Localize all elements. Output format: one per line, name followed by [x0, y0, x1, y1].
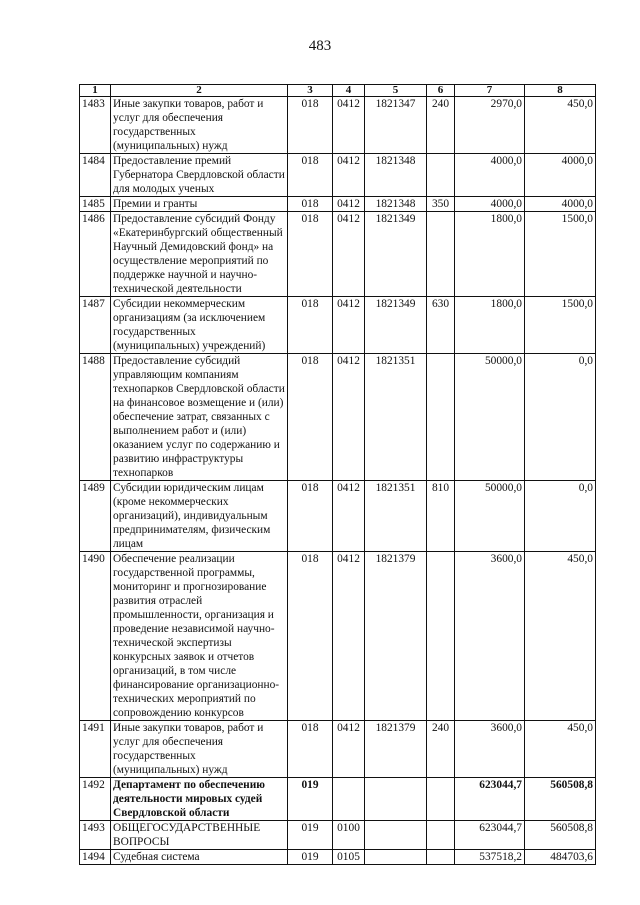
table-row	[80, 721, 596, 778]
row-code-4: 0105	[333, 850, 365, 865]
row-amount-7: 623044,7	[455, 778, 525, 821]
table-row	[80, 850, 596, 865]
row-name: Судебная система	[111, 850, 288, 865]
row-number: 1487	[80, 297, 111, 354]
row-code-6: 810	[427, 481, 455, 552]
column-header: 7	[455, 85, 525, 97]
row-code-5	[365, 821, 427, 850]
table-row	[80, 297, 596, 354]
row-name: Иные закупки товаров, работ и услуг для обеспечения государственных (муниципальных) нужд	[111, 97, 288, 154]
table-row	[80, 154, 596, 197]
table-row	[80, 552, 596, 721]
table-row-department	[80, 778, 596, 821]
column-header: 5	[365, 85, 427, 97]
row-code-4: 0412	[333, 552, 365, 721]
row-code-3: 018	[288, 552, 333, 721]
row-amount-8: 484703,6	[525, 850, 596, 865]
row-code-3: 018	[288, 212, 333, 297]
row-amount-7: 1800,0	[455, 212, 525, 297]
row-code-5: 1821349	[365, 212, 427, 297]
column-header: 3	[288, 85, 333, 97]
row-number: 1483	[80, 97, 111, 154]
row-amount-8: 4000,0	[525, 197, 596, 212]
column-header: 6	[427, 85, 455, 97]
row-code-3: 018	[288, 97, 333, 154]
budget-table	[79, 84, 596, 865]
row-amount-8: 560508,8	[525, 821, 596, 850]
row-amount-8: 0,0	[525, 481, 596, 552]
page-number: 483	[308, 38, 332, 54]
row-number: 1492	[80, 778, 111, 821]
row-code-3: 019	[288, 778, 333, 821]
row-code-6	[427, 821, 455, 850]
row-code-4: 0412	[333, 721, 365, 778]
row-amount-8: 450,0	[525, 97, 596, 154]
row-amount-8: 450,0	[525, 552, 596, 721]
table-row	[80, 212, 596, 297]
table-row	[80, 481, 596, 552]
row-code-4: 0412	[333, 212, 365, 297]
row-number: 1486	[80, 212, 111, 297]
row-name: Премии и гранты	[111, 197, 288, 212]
column-header: 2	[111, 85, 288, 97]
row-code-5: 1821351	[365, 354, 427, 481]
row-code-5: 1821349	[365, 297, 427, 354]
table-row	[80, 821, 596, 850]
row-amount-8: 560508,8	[525, 778, 596, 821]
row-number: 1484	[80, 154, 111, 197]
row-code-5	[365, 778, 427, 821]
row-name: Иные закупки товаров, работ и услуг для обеспечения государственных (муниципальных) нужд	[111, 721, 288, 778]
table-row	[80, 197, 596, 212]
row-amount-8: 450,0	[525, 721, 596, 778]
row-number: 1489	[80, 481, 111, 552]
row-code-3: 018	[288, 721, 333, 778]
row-code-6	[427, 850, 455, 865]
column-header: 8	[525, 85, 596, 97]
row-code-3: 018	[288, 297, 333, 354]
row-code-4: 0412	[333, 97, 365, 154]
row-number: 1490	[80, 552, 111, 721]
row-name: Субсидии некоммерческим организациям (за исключением государственных (муниципальных) учреждений)	[111, 297, 288, 354]
row-code-5: 1821351	[365, 481, 427, 552]
row-code-3: 018	[288, 197, 333, 212]
row-number: 1488	[80, 354, 111, 481]
row-code-4: 0412	[333, 354, 365, 481]
table-header-row	[80, 85, 596, 97]
row-amount-8: 0,0	[525, 354, 596, 481]
row-amount-8: 4000,0	[525, 154, 596, 197]
row-number: 1491	[80, 721, 111, 778]
table-row	[80, 97, 596, 154]
row-amount-7: 623044,7	[455, 821, 525, 850]
row-amount-8: 1500,0	[525, 212, 596, 297]
row-code-6	[427, 354, 455, 481]
row-code-6	[427, 154, 455, 197]
row-name: Департамент по обеспечению деятельности мировых судей Свердловской области	[111, 778, 288, 821]
row-amount-7: 1800,0	[455, 297, 525, 354]
row-name: Предоставление субсидий управляющим компаниям технопарков Свердловской области на финансовое возмещение и (или) обеспечение затрат, связанных с выполнением работ и (или) оказанием услуг по содержанию и развитию инфраструктуры технопарков	[111, 354, 288, 481]
row-code-5: 1821379	[365, 721, 427, 778]
row-number: 1485	[80, 197, 111, 212]
row-name: Предоставление субсидий Фонду «Екатеринбургский общественный Научный Демидовский фонд» на осуществление мероприятий по поддержке научной и научно-технической деятельности	[111, 212, 288, 297]
row-name: Субсидии юридическим лицам (кроме некоммерческих организаций), индивидуальным предпринимателям, физическим лицам	[111, 481, 288, 552]
row-amount-7: 537518,2	[455, 850, 525, 865]
row-code-5: 1821348	[365, 197, 427, 212]
row-code-6	[427, 778, 455, 821]
row-code-5	[365, 850, 427, 865]
column-header: 1	[80, 85, 111, 97]
row-amount-7: 3600,0	[455, 552, 525, 721]
row-code-5: 1821379	[365, 552, 427, 721]
row-amount-7: 50000,0	[455, 481, 525, 552]
row-code-6	[427, 212, 455, 297]
row-code-6: 630	[427, 297, 455, 354]
row-amount-7: 4000,0	[455, 197, 525, 212]
row-number: 1493	[80, 821, 111, 850]
column-header: 4	[333, 85, 365, 97]
row-code-4	[333, 778, 365, 821]
row-code-6: 240	[427, 721, 455, 778]
row-code-4: 0412	[333, 197, 365, 212]
row-code-6: 350	[427, 197, 455, 212]
row-amount-7: 4000,0	[455, 154, 525, 197]
row-code-4: 0412	[333, 481, 365, 552]
row-amount-8: 1500,0	[525, 297, 596, 354]
row-code-3: 019	[288, 821, 333, 850]
row-code-3: 018	[288, 354, 333, 481]
row-amount-7: 3600,0	[455, 721, 525, 778]
row-code-5: 1821348	[365, 154, 427, 197]
row-amount-7: 50000,0	[455, 354, 525, 481]
row-code-4: 0100	[333, 821, 365, 850]
table-row	[80, 354, 596, 481]
row-code-5: 1821347	[365, 97, 427, 154]
row-name: Предоставление премий Губернатора Свердловской области для молодых ученых	[111, 154, 288, 197]
row-code-4: 0412	[333, 297, 365, 354]
row-amount-7: 2970,0	[455, 97, 525, 154]
row-code-3: 018	[288, 154, 333, 197]
row-name: Обеспечение реализации государственной программы, мониторинг и прогнозирование развития отраслей промышленности, организация и проведение независимой научно-технической экспертизы конкурсных заявок и отчетов организаций, в том числе финансирование организационно-технических мероприятий по сопровождению конкурсов	[111, 552, 288, 721]
row-code-6	[427, 552, 455, 721]
row-code-3: 019	[288, 850, 333, 865]
row-name: ОБЩЕГОСУДАРСТВЕННЫЕ ВОПРОСЫ	[111, 821, 288, 850]
row-number: 1494	[80, 850, 111, 865]
row-code-6: 240	[427, 97, 455, 154]
row-code-4: 0412	[333, 154, 365, 197]
row-code-3: 018	[288, 481, 333, 552]
